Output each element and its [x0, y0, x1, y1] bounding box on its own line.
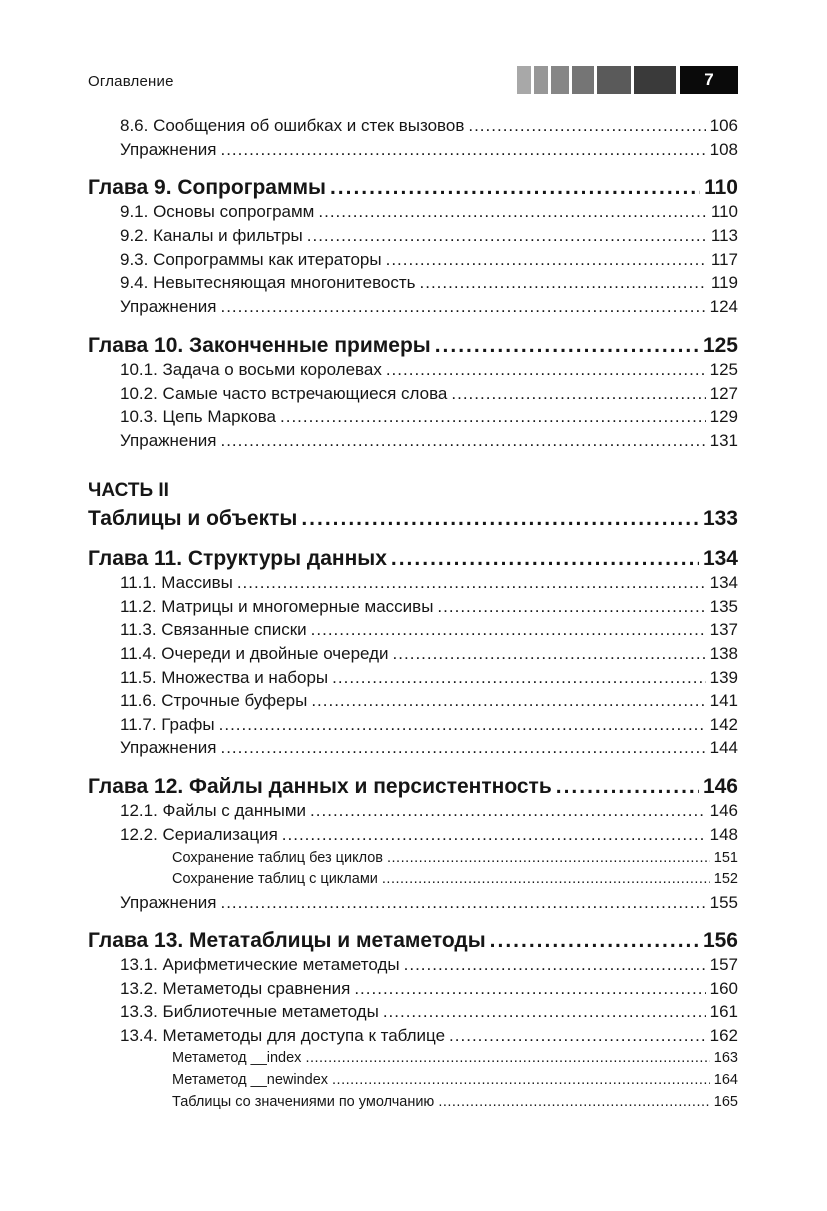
entry-title: Сохранение таблиц с циклами [172, 871, 378, 887]
entry-page-number: 131 [709, 431, 738, 450]
entry-title: Глава 9. Сопрограммы [88, 176, 326, 199]
toc-chapter-entry[interactable] [88, 547, 738, 571]
toc-section-entry[interactable] [120, 226, 738, 246]
dot-leader [556, 775, 699, 799]
entry-page-number: 160 [709, 979, 738, 998]
entry-title: 11.2. Матрицы и многомерные массивы [120, 597, 434, 616]
entry-title: 11.5. Множества и наборы [120, 668, 329, 687]
dot-leader [220, 297, 705, 317]
header-bar [534, 66, 548, 94]
entry-page-number: 119 [710, 273, 738, 292]
entry-page-number: 156 [702, 929, 738, 952]
entry-title: Упражнения [120, 431, 217, 450]
entry-title: 12.2. Сериализация [120, 825, 278, 844]
entry-title: 9.1. Основы сопрограмм [120, 202, 315, 221]
entry-title: 8.6. Сообщения об ошибках и стек вызовов [120, 116, 465, 135]
dot-leader [382, 871, 710, 887]
toc-subsection-entry[interactable] [172, 871, 738, 887]
dot-leader [220, 893, 705, 913]
entry-page-number: 134 [702, 547, 738, 570]
dot-leader [387, 850, 710, 866]
dot-leader [332, 1072, 710, 1088]
dot-leader [311, 691, 705, 711]
toc-section-entry[interactable] [120, 668, 738, 688]
entry-title: 10.3. Цепь Маркова [120, 407, 276, 426]
entry-title: Глава 10. Законченные примеры [88, 334, 431, 357]
toc-section-entry[interactable] [120, 140, 738, 160]
toc-chapter-entry[interactable] [88, 334, 738, 358]
entry-page-number: 110 [710, 202, 738, 221]
dot-leader [435, 334, 699, 358]
header-gradient-bars [514, 66, 738, 94]
entry-page-number: 137 [709, 620, 738, 639]
entry-page-number: 142 [709, 715, 738, 734]
toc-chapter-entry[interactable] [88, 929, 738, 953]
entry-page-number: 110 [704, 176, 738, 199]
entry-page-number: 152 [713, 871, 738, 887]
running-head-title: Оглавление [88, 73, 174, 90]
dot-leader [393, 644, 706, 664]
entry-title: Упражнения [120, 140, 217, 159]
dot-leader [305, 1050, 709, 1066]
dot-leader [219, 715, 706, 735]
dot-leader [237, 573, 706, 593]
dot-leader [307, 226, 707, 246]
dot-leader [280, 407, 706, 427]
dot-leader [438, 1094, 709, 1110]
toc-chapter-entry[interactable] [88, 176, 738, 200]
toc-section-entry[interactable] [120, 597, 738, 617]
toc-section-entry[interactable] [120, 250, 738, 270]
toc-section-entry[interactable] [120, 825, 738, 845]
toc-section-entry[interactable] [120, 979, 738, 999]
toc-chapter-entry[interactable] [88, 507, 738, 531]
entry-title: Глава 11. Структуры данных [88, 547, 387, 570]
toc-section-entry[interactable] [120, 1002, 738, 1022]
entry-page-number: 163 [713, 1050, 738, 1066]
entry-title: 9.4. Невытесняющая многонитевость [120, 273, 416, 292]
entry-title: Метаметод __index [172, 1050, 302, 1066]
entry-page-number: 124 [709, 297, 738, 316]
toc-section-entry[interactable] [120, 431, 738, 451]
dot-leader [318, 202, 707, 222]
toc-section-entry[interactable] [120, 202, 738, 222]
entry-page-number: 165 [713, 1094, 738, 1110]
entry-title: Таблицы со значениями по умолчанию [172, 1094, 435, 1110]
toc-subsection-entry[interactable] [172, 1050, 738, 1066]
entry-page-number: 164 [713, 1072, 738, 1088]
dot-leader [449, 1026, 706, 1046]
toc-section-entry[interactable] [120, 801, 738, 821]
dot-leader [404, 955, 706, 975]
dot-leader [354, 979, 705, 999]
toc-section-entry[interactable] [120, 1026, 738, 1046]
entry-title: 9.3. Сопрограммы как итераторы [120, 250, 382, 269]
dot-leader [220, 738, 705, 758]
entry-title: Упражнения [120, 893, 217, 912]
entry-page-number: 161 [709, 1002, 738, 1021]
dot-leader [451, 384, 705, 404]
toc-section-entry[interactable] [120, 407, 738, 427]
entry-title: 13.2. Метаметоды сравнения [120, 979, 351, 998]
dot-leader [437, 597, 705, 617]
toc-subsection-entry[interactable] [172, 1072, 738, 1088]
entry-title: Упражнения [120, 297, 217, 316]
header-bar [572, 66, 594, 94]
entry-page-number: 157 [709, 955, 738, 974]
dot-leader [383, 1002, 706, 1022]
toc-section-entry[interactable] [120, 360, 738, 380]
dot-leader [420, 273, 707, 293]
dot-leader [391, 547, 699, 571]
toc-section-entry[interactable] [120, 644, 738, 664]
entry-title: Метаметод __newindex [172, 1072, 329, 1088]
toc-section-entry[interactable] [120, 620, 738, 640]
dot-leader [311, 620, 706, 640]
toc-section-entry[interactable] [120, 715, 738, 735]
entry-title: 13.1. Арифметические метаметоды [120, 955, 400, 974]
entry-page-number: 138 [709, 644, 738, 663]
entry-page-number: 162 [709, 1026, 738, 1045]
entry-page-number: 117 [710, 250, 738, 269]
entry-title: 11.6. Строчные буферы [120, 691, 308, 710]
dot-leader [490, 929, 699, 953]
entry-title: 11.1. Массивы [120, 573, 233, 592]
dot-leader [282, 825, 706, 845]
entry-title: Глава 13. Метатаблицы и метаметоды [88, 929, 486, 952]
entry-title: 9.2. Каналы и фильтры [120, 226, 303, 245]
entry-title: 10.1. Задача о восьми королевах [120, 360, 382, 379]
dot-leader [220, 431, 705, 451]
toc-section-entry[interactable] [120, 297, 738, 317]
toc-subsection-entry[interactable] [172, 850, 738, 866]
entry-page-number: 151 [713, 850, 738, 866]
entry-title: 12.1. Файлы с данными [120, 801, 307, 820]
entry-page-number: 108 [709, 140, 738, 159]
entry-page-number: 133 [702, 507, 738, 530]
entry-title: 13.3. Библиотечные метаметоды [120, 1002, 379, 1021]
entry-title: 13.4. Метаметоды для доступа к таблице [120, 1026, 446, 1045]
toc-section-entry[interactable] [120, 893, 738, 913]
entry-page-number: 113 [710, 226, 738, 245]
toc-section-entry[interactable] [120, 273, 738, 293]
entry-page-number: 106 [709, 116, 738, 135]
dot-leader [220, 140, 705, 160]
entry-page-number: 141 [709, 691, 738, 710]
header-bar [551, 66, 569, 94]
entry-page-number: 146 [702, 775, 738, 798]
entry-page-number: 127 [709, 384, 738, 403]
entry-title: 11.3. Связанные списки [120, 620, 307, 639]
dot-leader [386, 360, 706, 380]
entry-page-number: 139 [709, 668, 738, 687]
entry-title: Таблицы и объекты [88, 507, 298, 530]
entry-page-number: 148 [709, 825, 738, 844]
toc-section-entry[interactable] [120, 955, 738, 975]
entry-title: Глава 12. Файлы данных и персистентность [88, 775, 552, 798]
entry-page-number: 129 [709, 407, 738, 426]
toc-subsection-entry[interactable] [172, 1094, 738, 1110]
entry-page-number: 144 [709, 738, 738, 757]
header-bar [597, 66, 631, 94]
entry-page-number: 146 [709, 801, 738, 820]
entry-page-number: 134 [709, 573, 738, 592]
dot-leader [301, 507, 699, 531]
page-number: 7 [680, 66, 738, 94]
toc-section-entry[interactable] [120, 738, 738, 758]
page-header [88, 66, 738, 94]
header-bar [517, 66, 531, 94]
toc-section-entry[interactable] [120, 116, 738, 136]
dot-leader [330, 176, 700, 200]
toc-section-entry[interactable] [120, 691, 738, 711]
entry-page-number: 125 [702, 334, 738, 357]
dot-leader [310, 801, 706, 821]
entry-page-number: 155 [709, 893, 738, 912]
entry-title: Сохранение таблиц без циклов [172, 850, 383, 866]
toc-chapter-entry[interactable] [88, 775, 738, 799]
entry-page-number: 125 [709, 360, 738, 379]
toc-section-entry[interactable] [120, 573, 738, 593]
entry-title: 10.2. Самые часто встречающиеся слова [120, 384, 448, 403]
dot-leader [332, 668, 705, 688]
part-label: ЧАСТЬ II [88, 480, 169, 501]
dot-leader [386, 250, 707, 270]
header-bar [634, 66, 676, 94]
entry-title: 11.4. Очереди и двойные очереди [120, 644, 389, 663]
toc-section-entry[interactable] [120, 384, 738, 404]
entry-title: 11.7. Графы [120, 715, 215, 734]
dot-leader [468, 116, 705, 136]
entry-page-number: 135 [709, 597, 738, 616]
entry-title: Упражнения [120, 738, 217, 757]
